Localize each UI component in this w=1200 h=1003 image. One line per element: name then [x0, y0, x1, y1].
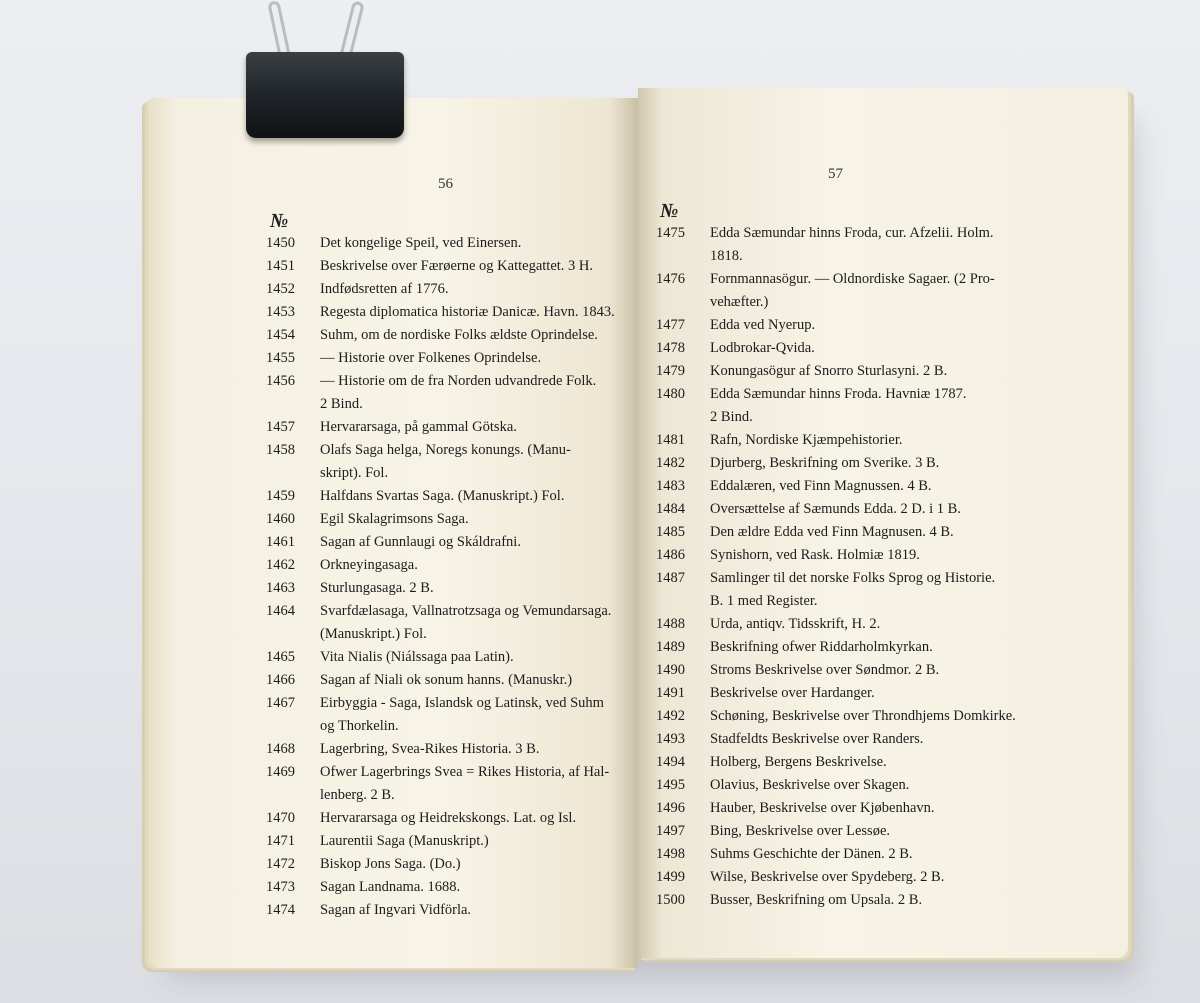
entry-number: 1473 [266, 879, 295, 895]
entry-text: — Historie om de fra Norden udvandrede Folk. [320, 373, 597, 389]
catalog-entry [266, 301, 626, 324]
entry-number: 1479 [656, 363, 685, 379]
catalog-entry [266, 554, 626, 577]
entry-number: 1481 [656, 432, 685, 448]
catalog-entry [266, 393, 626, 416]
entry-list-right [656, 222, 1036, 912]
catalog-entry [656, 866, 1036, 889]
entry-number: 1490 [656, 662, 685, 678]
entry-number: 1455 [266, 350, 295, 366]
left-page [148, 98, 638, 968]
entry-text: Holberg, Bergens Beskrivelse. [710, 754, 887, 770]
entry-text: skript). Fol. [320, 465, 389, 481]
entry-text: Lagerbring, Svea-Rikes Historia. 3 B. [320, 741, 540, 757]
entry-text: Synishorn, ved Rask. Holmiæ 1819. [710, 547, 920, 563]
entry-text: Beskrivelse over Hardanger. [710, 685, 875, 701]
catalog-entry [266, 853, 626, 876]
entry-number: 1463 [266, 580, 295, 596]
entry-text: Halfdans Svartas Saga. (Manuskript.) Fol. [320, 488, 565, 504]
catalog-entry [266, 347, 626, 370]
entry-text: Det kongelige Speil, ved Einersen. [320, 235, 522, 251]
catalog-entry [266, 738, 626, 761]
right-page [638, 88, 1128, 958]
catalog-entry [656, 590, 1036, 613]
catalog-entry [656, 567, 1036, 590]
entry-number: 1482 [656, 455, 685, 471]
entry-text: Svarfdælasaga, Vallnatrotzsaga og Vemundarsaga. [320, 603, 612, 619]
entry-number: 1462 [266, 557, 295, 573]
clip-body [246, 52, 404, 138]
entry-number: 1484 [656, 501, 685, 517]
entry-number [266, 623, 312, 646]
entry-number [656, 245, 702, 268]
entry-text: Egil Skalagrimsons Saga. [320, 511, 469, 527]
catalog-entry [266, 416, 626, 439]
catalog-entry [266, 784, 626, 807]
entry-number: 1486 [656, 547, 685, 563]
entry-text: Laurentii Saga (Manuskript.) [320, 833, 489, 849]
catalog-entry [266, 600, 626, 623]
entry-text: Schøning, Beskrivelse over Throndhjems Domkirke. [710, 708, 1016, 724]
entry-text: Oversættelse af Sæmunds Edda. 2 D. i 1 B. [710, 501, 961, 517]
catalog-entry [656, 475, 1036, 498]
entry-number [656, 291, 702, 314]
entry-text: Stroms Beskrivelse over Søndmor. 2 B. [710, 662, 940, 678]
entry-number: 1451 [266, 258, 295, 274]
entry-number: 1469 [266, 764, 295, 780]
catalog-entry [656, 245, 1036, 268]
entry-text: Regesta diplomatica historiæ Danicæ. Havn. 1843. [320, 304, 615, 320]
catalog-entry [656, 383, 1036, 406]
page-number-left: 56 [438, 176, 453, 192]
entry-text: Stadfeldts Beskrivelse over Randers. [710, 731, 924, 747]
entry-text: — Historie over Folkenes Oprindelse. [320, 350, 542, 366]
entry-text: Hervararsaga, på gammal Götska. [320, 419, 517, 435]
catalog-entry [656, 659, 1036, 682]
catalog-entry [266, 508, 626, 531]
number-mark-right: № [660, 200, 679, 222]
entry-number: 1493 [656, 731, 685, 747]
entry-number: 1485 [656, 524, 685, 540]
entry-text: Samlinger til det norske Folks Sprog og Historie. [710, 570, 996, 586]
entry-text: Sagan Landnama. 1688. [320, 879, 461, 895]
entry-text: Suhm, om de nordiske Folks ældste Oprindelse. [320, 327, 598, 343]
catalog-entry [656, 751, 1036, 774]
catalog-entry [656, 636, 1036, 659]
entry-text: (Manuskript.) Fol. [320, 626, 427, 642]
binder-clip [246, 52, 406, 142]
open-book [148, 88, 1133, 968]
entry-number: 1477 [656, 317, 685, 333]
catalog-entry [266, 485, 626, 508]
entry-number: 1467 [266, 695, 295, 711]
entry-number: 1472 [266, 856, 295, 872]
catalog-entry [266, 462, 626, 485]
entry-number: 1491 [656, 685, 685, 701]
entry-text: Edda Sæmundar hinns Froda. Havniæ 1787. [710, 386, 967, 402]
entry-text: Edda Sæmundar hinns Froda, cur. Afzelii. Holm. [710, 225, 994, 241]
entry-number [266, 715, 312, 738]
catalog-entry [656, 429, 1036, 452]
entry-number: 1452 [266, 281, 295, 297]
catalog-entry [656, 544, 1036, 567]
catalog-entry [656, 406, 1036, 429]
catalog-entry [266, 531, 626, 554]
catalog-entry [266, 623, 626, 646]
entry-text: Beskrivelse over Færøerne og Kattegattet. 3 H. [320, 258, 594, 274]
entry-text: Eirbyggia - Saga, Islandsk og Latinsk, ved Suhm [320, 695, 604, 711]
entry-number: 1483 [656, 478, 685, 494]
catalog-entry [266, 370, 626, 393]
entry-number: 1456 [266, 373, 295, 389]
entry-number: 1460 [266, 511, 295, 527]
catalog-entry [656, 797, 1036, 820]
catalog-entry [656, 889, 1036, 912]
entry-text: B. 1 med Register. [710, 593, 818, 609]
entry-text: Wilse, Beskrivelse over Spydeberg. 2 B. [710, 869, 945, 885]
catalog-entry [266, 715, 626, 738]
entry-number: 1465 [266, 649, 295, 665]
catalog-entry [656, 728, 1036, 751]
entry-text: Vita Nialis (Niálssaga paa Latin). [320, 649, 514, 665]
entry-number: 1498 [656, 846, 685, 862]
catalog-entry [656, 613, 1036, 636]
entry-number: 1459 [266, 488, 295, 504]
entry-text: Lodbrokar-Qvida. [710, 340, 815, 356]
catalog-entry [656, 452, 1036, 475]
entry-text: Olavius, Beskrivelse over Skagen. [710, 777, 910, 793]
entry-text: vehæfter.) [710, 294, 769, 310]
catalog-entry [656, 337, 1036, 360]
page-number-right: 57 [828, 166, 843, 182]
entry-number: 1464 [266, 603, 295, 619]
entry-number [266, 393, 312, 416]
entry-text: 1818. [710, 248, 743, 264]
entry-text: Djurberg, Beskrifning om Sverike. 3 B. [710, 455, 940, 471]
entry-text: Ofwer Lagerbrings Svea = Rikes Historia, af Hal- [320, 764, 610, 780]
catalog-entry [266, 876, 626, 899]
entry-number: 1458 [266, 442, 295, 458]
entry-text: Sagan af Niali ok sonum hanns. (Manuskr.) [320, 672, 573, 688]
entry-number: 1466 [266, 672, 295, 688]
entry-text: Urda, antiqv. Tidsskrift, H. 2. [710, 616, 881, 632]
catalog-entry [656, 291, 1036, 314]
entry-number: 1476 [656, 271, 685, 287]
entry-text: Orkneyingasaga. [320, 557, 418, 573]
catalog-entry [266, 439, 626, 462]
catalog-entry [656, 705, 1036, 728]
entry-number: 1488 [656, 616, 685, 632]
entry-text: lenberg. 2 B. [320, 787, 395, 803]
catalog-entry [656, 268, 1036, 291]
entry-text: Busser, Beskrifning om Upsala. 2 B. [710, 892, 923, 908]
entry-number: 1480 [656, 386, 685, 402]
entry-number: 1489 [656, 639, 685, 655]
entry-number: 1492 [656, 708, 685, 724]
entry-number [656, 406, 702, 429]
catalog-entry [266, 830, 626, 853]
entry-number: 1496 [656, 800, 685, 816]
entry-text: Den ældre Edda ved Finn Magnusen. 4 B. [710, 524, 954, 540]
entry-number: 1500 [656, 892, 685, 908]
entry-number: 1487 [656, 570, 685, 586]
catalog-entry [266, 646, 626, 669]
entry-text: Rafn, Nordiske Kjæmpehistorier. [710, 432, 903, 448]
entry-number: 1474 [266, 902, 295, 918]
catalog-entry [266, 255, 626, 278]
catalog-entry [656, 843, 1036, 866]
entry-text: Fornmannasögur. — Oldnordiske Sagaer. (2 Pro- [710, 271, 995, 287]
catalog-entry [656, 774, 1036, 797]
entry-text: Hauber, Beskrivelse over Kjøbenhavn. [710, 800, 935, 816]
entry-text: og Thorkelin. [320, 718, 399, 734]
entry-text: Eddalæren, ved Finn Magnussen. 4 B. [710, 478, 932, 494]
catalog-entry [656, 820, 1036, 843]
entry-number: 1470 [266, 810, 295, 826]
entry-list-left [266, 232, 626, 922]
catalog-entry [266, 692, 626, 715]
catalog-entry [656, 222, 1036, 245]
entry-number: 1494 [656, 754, 685, 770]
catalog-entry [266, 577, 626, 600]
entry-text: Hervararsaga og Heidrekskongs. Lat. og Isl. [320, 810, 577, 826]
entry-text: Bing, Beskrivelse over Lessøe. [710, 823, 891, 839]
catalog-entry [266, 232, 626, 255]
entry-text: 2 Bind. [710, 409, 753, 425]
catalog-entry [656, 360, 1036, 383]
entry-text: Sturlungasaga. 2 B. [320, 580, 434, 596]
entry-number [266, 784, 312, 807]
entry-text: Sagan af Ingvari Vidförla. [320, 902, 472, 918]
entry-text: Sagan af Gunnlaugi og Skáldrafni. [320, 534, 521, 550]
entry-number: 1497 [656, 823, 685, 839]
entry-text: 2 Bind. [320, 396, 363, 412]
number-mark-left: № [270, 210, 289, 232]
entry-number: 1475 [656, 225, 685, 241]
entry-number: 1450 [266, 235, 295, 251]
entry-text: Indfødsretten af 1776. [320, 281, 449, 297]
entry-text: Biskop Jons Saga. (Do.) [320, 856, 461, 872]
entry-text: Beskrifning ofwer Riddarholmkyrkan. [710, 639, 933, 655]
entry-text: Konungasögur af Snorro Sturlasyni. 2 B. [710, 363, 948, 379]
entry-number: 1478 [656, 340, 685, 356]
entry-number [266, 462, 312, 485]
catalog-entry [266, 669, 626, 692]
catalog-entry [266, 324, 626, 347]
entry-number: 1471 [266, 833, 295, 849]
entry-number: 1457 [266, 419, 295, 435]
entry-number: 1453 [266, 304, 295, 320]
catalog-entry [266, 807, 626, 830]
entry-text: Edda ved Nyerup. [710, 317, 816, 333]
entry-number: 1468 [266, 741, 295, 757]
entry-number: 1499 [656, 869, 685, 885]
catalog-entry [266, 278, 626, 301]
entry-number: 1454 [266, 327, 295, 343]
catalog-entry [266, 761, 626, 784]
catalog-entry [656, 314, 1036, 337]
entry-text: Suhms Geschichte der Dänen. 2 B. [710, 846, 913, 862]
entry-number: 1461 [266, 534, 295, 550]
catalog-entry [656, 498, 1036, 521]
catalog-entry [266, 899, 626, 922]
entry-text: Olafs Saga helga, Noregs konungs. (Manu- [320, 442, 571, 458]
entry-number: 1495 [656, 777, 685, 793]
catalog-entry [656, 682, 1036, 705]
entry-number [656, 590, 702, 613]
catalog-entry [656, 521, 1036, 544]
